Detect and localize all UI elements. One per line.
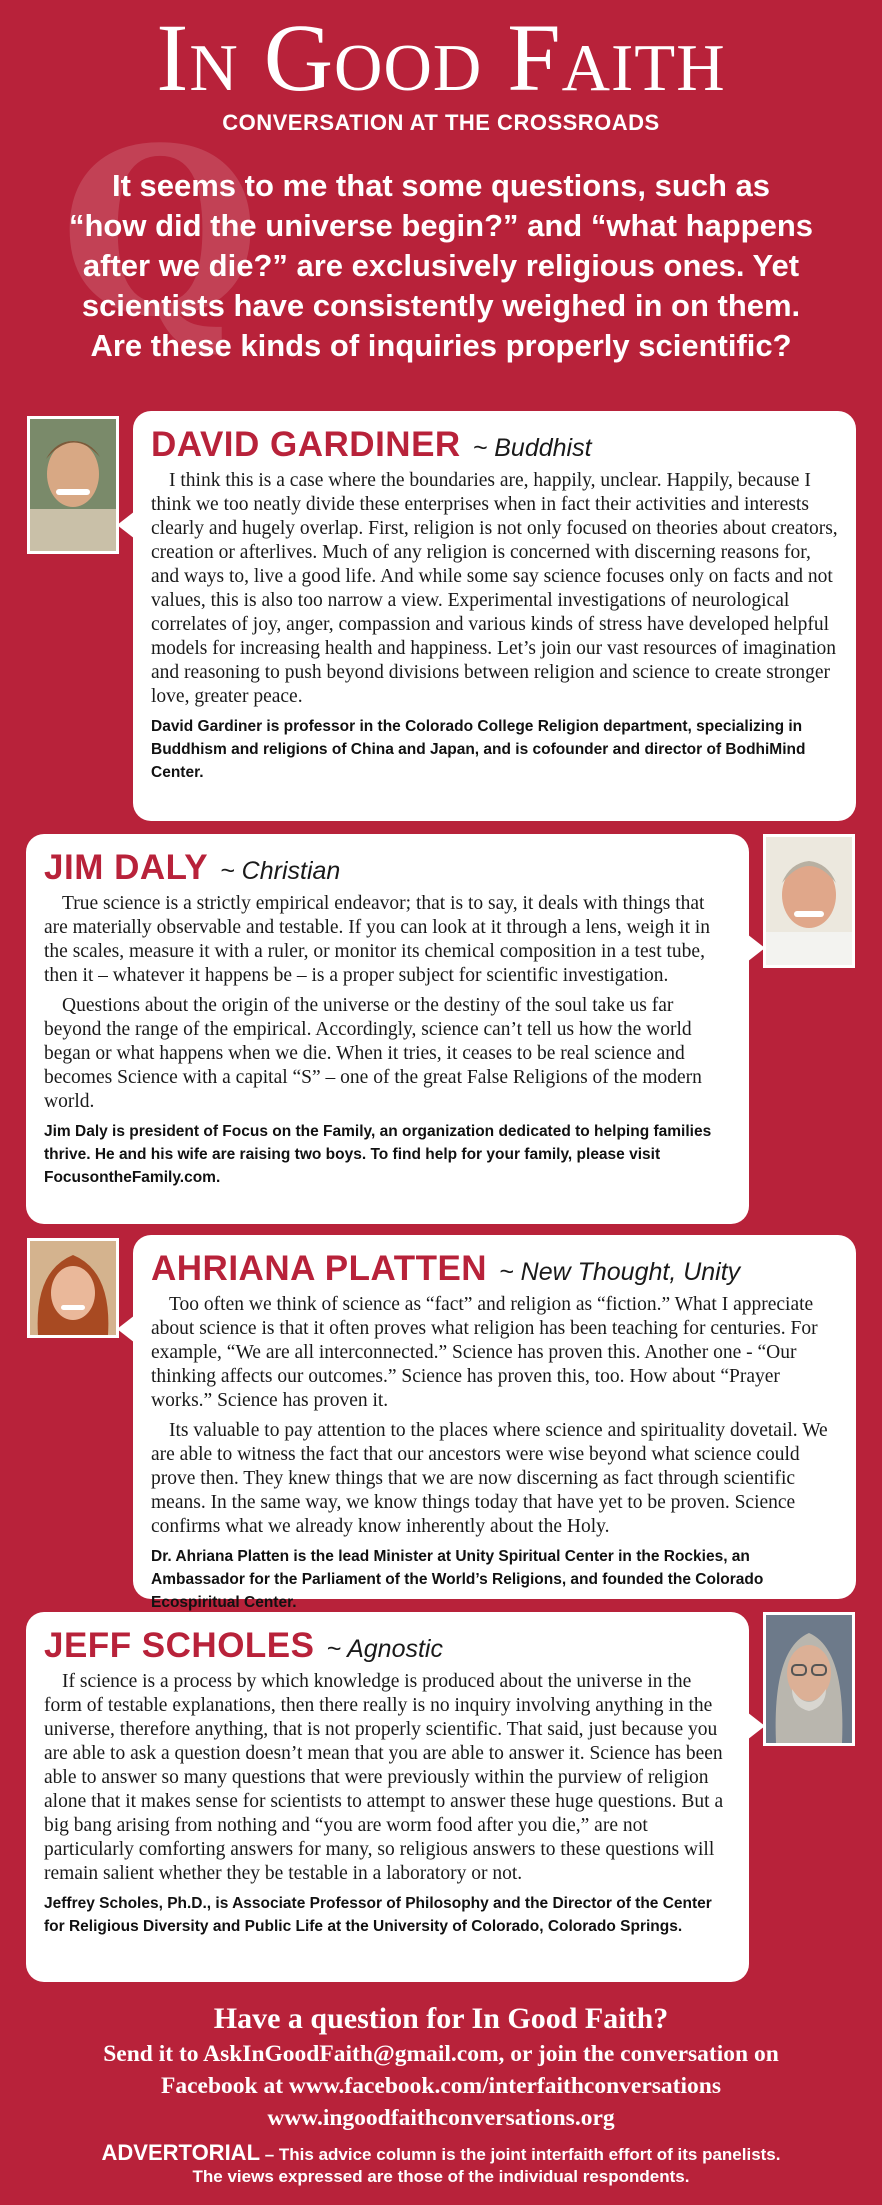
question-line: It seems to me that some questions, such as: [111, 168, 771, 203]
panelist-bio: Jeffrey Scholes, Ph.D., is Associate Professor of Philosophy and the Director of the Center for Religious Diversity and Public Life at the University of Colorado, Colorado Springs.: [44, 1895, 712, 1935]
question-line: “how did the universe begin?” and “what happens: [68, 208, 814, 243]
answer-paragraph: I think this is a case where the boundaries are, happily, unclear. Happily, because I think we too neatly divide these enterprises when in fact their activities and interests clearly and hugely overlap. First, religion is not only focused on theories about creators, creation or afterlives. Much of any religion is concerned with discerning reasons for, and ways to, live a good life. And while some say science focuses only on facts and not values, this is also too narrow a view. Experimental investigations of neurological correlates of joy, anger, compassion and various kinds of stress have developed helpful models for increasing health and happiness. Let’s join our vast resources of imagination and reasoning to push beyond divisions between religion and science to create stronger love, greater peace.: [151, 470, 838, 707]
question-line: scientists have consistently weighed in on them.: [81, 288, 801, 323]
answer-paragraph: If science is a process by which knowledge is produced about the universe in the form of testable explanations, then there really is no inquiry involving anything in the universe, therefore anything, that is not properly scientific. That said, just because you are able to ask a question doesn’t mean that you are able to answer it. Science has been able to answer so many questions that were previously within the purview of religion alone that it makes sense for scientists to attempt to answer these huge questions. But a big bang arising from nothing and “you are worm food after you die,” are not particularly comforting answers for many, so religious answers to these questions will remain salient whether they be testable in a laboratory or not.: [44, 1671, 724, 1884]
avatar-jeff-scholes: [763, 1612, 855, 1746]
masthead-title: In Good Faith: [156, 4, 726, 111]
masthead-subtitle: CONVERSATION AT THE CROSSROADS: [222, 110, 660, 135]
featured-question: [50, 166, 832, 366]
answer-paragraph: Questions about the origin of the universe or the destiny of the soul take us far beyond the range of the empirical. Accordingly, science can’t tell us how the world began or what happens when we die. When it tries, it ceases to be real science and becomes Science with a capital “S” – one of the great False Religions of the modern world.: [44, 995, 702, 1112]
speech-pointer: [117, 511, 135, 539]
portrait-photo-icon: [766, 1615, 852, 1743]
avatar-ahriana-platten: [27, 1238, 119, 1338]
panelist-card-david-gardiner: [133, 411, 856, 821]
panelist-faith: ~ Christian: [220, 857, 341, 885]
footer-email-line: Send it to AskInGoodFaith@gmail.com, or join the conversation on: [103, 2041, 779, 2067]
speech-pointer: [117, 1315, 135, 1343]
panelist-card-ahriana-platten: [133, 1235, 856, 1611]
panelist-faith: ~ Buddhist: [472, 434, 592, 462]
panelist-card-jeff-scholes: [26, 1612, 749, 1982]
avatar-jim-daly: [763, 834, 855, 968]
footer-heading: Have a question for In Good Faith?: [213, 2002, 669, 2035]
portrait-photo-icon: [766, 837, 852, 965]
avatar-david-gardiner: [27, 416, 119, 554]
footer-website-link[interactable]: www.ingoodfaithconversations.org: [267, 2105, 615, 2131]
panelist-faith: ~ New Thought, Unity: [499, 1258, 741, 1286]
footer-contact: [0, 2000, 882, 2134]
disclaimer-views: The views expressed are those of the individual respondents.: [192, 2167, 690, 2186]
panelist-name: JIM DALY: [44, 848, 209, 887]
footer-facebook-link[interactable]: Facebook at www.facebook.com/interfaithconversations: [160, 2073, 722, 2099]
panelist-name: JEFF SCHOLES: [44, 1626, 315, 1665]
advertorial-text: – This advice column is the joint interfaith effort of its panelists.: [260, 2145, 781, 2164]
panelist-name: DAVID GARDINER: [151, 425, 461, 464]
question-line: after we die?” are exclusively religious ones. Yet: [82, 248, 800, 283]
panelist-faith: ~ Agnostic: [326, 1635, 443, 1663]
answer-paragraph: True science is a strictly empirical endeavor; that is to say, it deals with things that are materially observable and testable. If you can look at it through a lens, weigh it in the scales, measure it with a ruler, or monitor its chemical composition in a test tube, then it – whatever it happens be – is a proper subject for scientific investigation.: [44, 893, 711, 986]
question-mark-q-icon: Q: [60, 98, 261, 368]
advertorial-disclaimer: [0, 2142, 882, 2188]
panelist-name: AHRIANA PLATTEN: [151, 1249, 488, 1288]
portrait-photo-icon: [30, 419, 116, 551]
answer-paragraph: Too often we think of science as “fact” and religion as “fiction.” What I appreciate about science is that it often proves what religion has been teaching for centuries. For example, “We are all interconnected.” Science has proven this. Another one - “Our thinking affects our outcomes.” Science has proven this, too. How about “Prayer works.” Science has proven it.: [151, 1294, 818, 1411]
panelist-card-jim-daly: [26, 834, 749, 1224]
panelist-bio: David Gardiner is professor in the Colorado College Religion department, specializing in Buddhism and religions of China and Japan, and is cofounder and director of BodhiMind Center.: [151, 718, 806, 781]
advertorial-label: ADVERTORIAL: [101, 2140, 261, 2165]
panelist-bio: Dr. Ahriana Platten is the lead Minister at Unity Spiritual Center in the Rockies, an Ambassador for the Parliament of the World’s Religions, and founded the Colorado Ecospiritual Center.: [151, 1548, 764, 1611]
portrait-photo-icon: [30, 1241, 116, 1335]
answer-paragraph: Its valuable to pay attention to the places where science and spirituality dovetail. We are able to witness the fact that our ancestors were wise beyond what science could prove then. They knew things that we are now discerning as fact through scientific means. In the same way, we know things today that have yet to be proven. Science confirms what we already know inherently about the Holy.: [151, 1420, 828, 1537]
panelist-bio: Jim Daly is president of Focus on the Family, an organization dedicated to helping families thrive. He and his wife are raising two boys. To find help for your family, please visit FocusontheFamily.com.: [44, 1123, 712, 1186]
question-line: Are these kinds of inquiries properly scientific?: [90, 328, 792, 363]
